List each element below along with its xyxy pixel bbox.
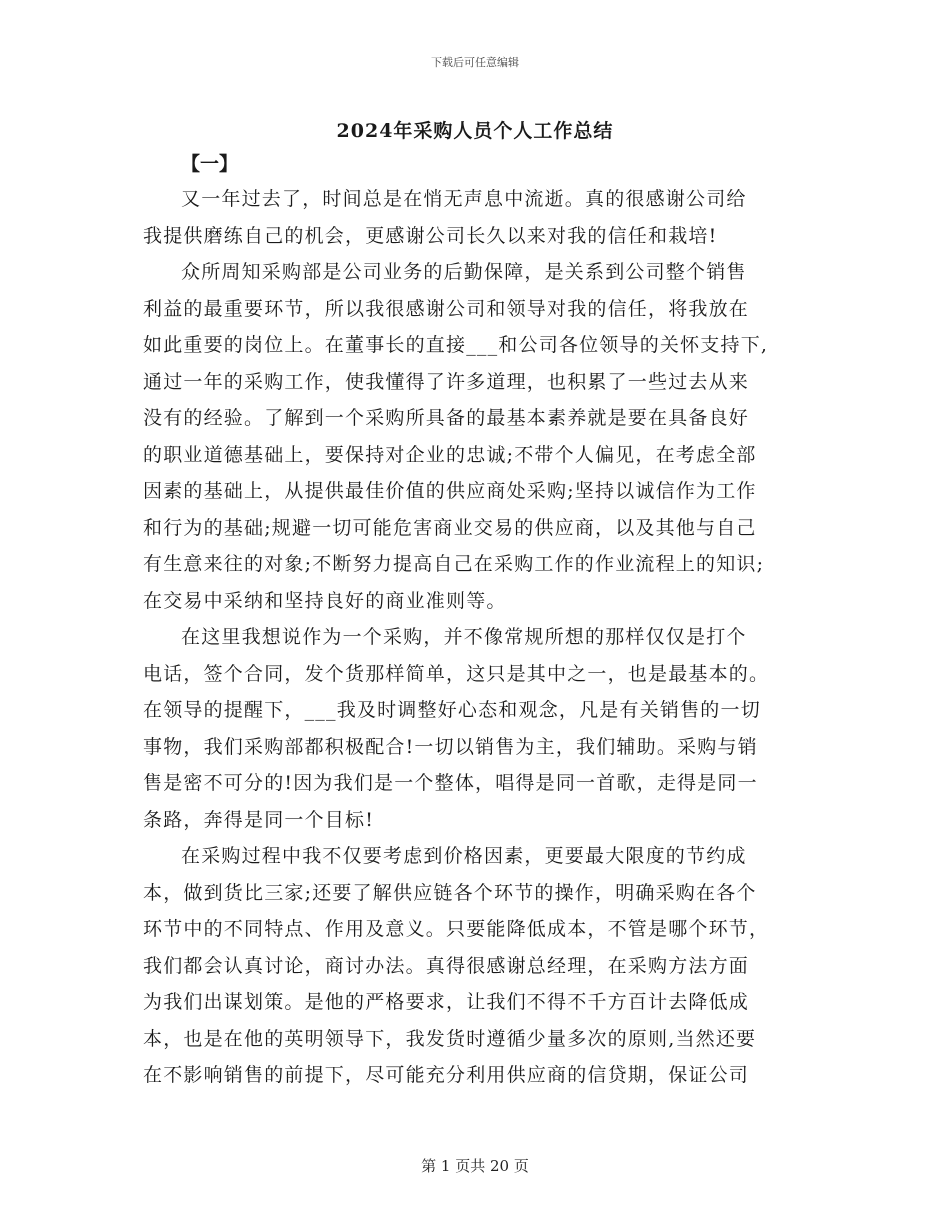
text-line: 条路，奔得是同一个目标! <box>143 808 375 831</box>
text-line: 和行为的基础;规避一切可能危害商业交易的供应商，以及其他与自己 <box>143 516 757 539</box>
text-line: 电话，签个合同，发个货那样简单，这只是其中之一，也是最基本的。 <box>143 662 770 685</box>
text-line: 我提供磨练自己的机会，更感谢公司长久以来对我的信任和栽培! <box>143 224 718 247</box>
text-line: 在交易中采纳和坚持良好的商业准则等。 <box>143 589 507 612</box>
text-line: 没有的经验。了解到一个采购所具备的最基本素养就是要在具备良好 <box>143 407 750 429</box>
text-line: 如此重要的岗位上。在董事长的直接___和公司各位领导的关怀支持下, <box>143 334 769 356</box>
text-line: 为我们出谋划策。是他的严格要求，让我们不得不千方百计去降低成 <box>143 991 750 1013</box>
document-title: 2024年采购人员个人工作总结 <box>336 120 614 142</box>
text-line: 有生意来往的对象;不断努力提高自己在采购工作的作业流程上的知识; <box>143 553 765 575</box>
text-line: 在这里我想说作为一个采购，并不像常规所想的那样仅仅是打个 <box>181 626 747 648</box>
text-line: 利益的最重要环节，所以我很感谢公司和领导对我的信任，将我放在 <box>143 297 750 320</box>
text-line: 又一年过去了，时间总是在悄无声息中流逝。真的很感谢公司给 <box>181 188 747 210</box>
header-note: 下载后可任意编辑 <box>431 56 519 69</box>
text-line: 在采购过程中我不仅要考虑到价格因素，更要最大限度的节约成 <box>181 845 747 867</box>
text-line: 众所周知采购部是公司业务的后勤保障，是关系到公司整个销售 <box>181 261 747 283</box>
text-line: 事物，我们采购部都积极配合!一切以销售为主，我们辅助。采购与销 <box>143 735 758 758</box>
text-line: 在领导的提醒下，___我及时调整好心态和观念，凡是有关销售的一切 <box>143 699 761 721</box>
document-body <box>143 181 815 1094</box>
text-line: 通过一年的采购工作，使我懂得了许多道理，也积累了一些过去从来 <box>143 370 750 393</box>
page-footer: 第 1 页共 20 页 <box>421 1157 529 1175</box>
text-line: 本，做到货比三家;还要了解供应链各个环节的操作，明确采购在各个 <box>143 881 757 904</box>
text-line: 的职业道德基础上，要保持对企业的忠诚;不带个人偏见，在考虑全部 <box>143 443 757 466</box>
text-line: 环节中的不同特点、作用及意义。只要能降低成本，不管是哪个环节， <box>143 918 770 940</box>
text-line: 在不影响销售的前提下，尽可能充分利用供应商的信贷期，保证公司 <box>143 1064 750 1086</box>
text-line: 本，也是在他的英明领导下，我发货时遵循少量多次的原则,当然还要 <box>143 1027 757 1050</box>
text-line: 因素的基础上，从提供最佳价值的供应商处采购;坚持以诚信作为工作 <box>143 480 757 502</box>
text-line: 售是密不可分的!因为我们是一个整体，唱得是同一首歌，走得是同一 <box>143 772 758 794</box>
text-line: 我们都会认真讨论，商讨办法。真得很感谢总经理，在采购方法方面 <box>143 954 750 977</box>
section-label: 【一】 <box>181 153 239 175</box>
